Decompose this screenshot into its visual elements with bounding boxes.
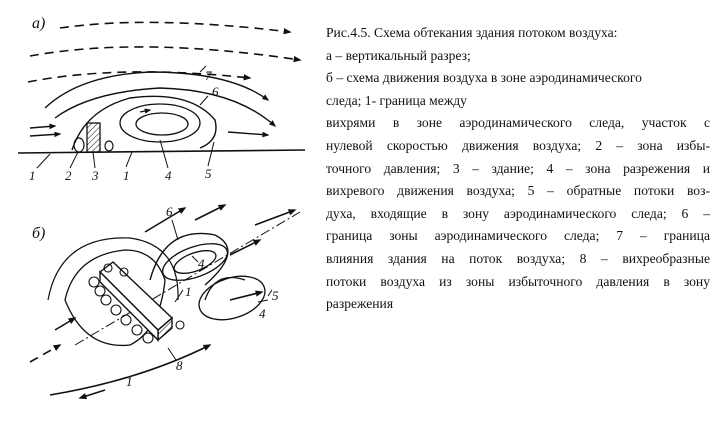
callout-a-7: 7 — [205, 68, 212, 83]
caption-line-b: б – схема движения воздуха в зоне аэродинамического — [326, 70, 642, 86]
caption-body-line: потоки воздуха из зоны избыточного давления в зону — [326, 273, 710, 289]
caption-title: Рис.4.5. Схема обтекания здания потоком воздуха: — [326, 25, 618, 40]
caption-last-line: разрежения — [326, 296, 394, 312]
figure-caption — [326, 22, 710, 316]
callout-b-1b: 1 — [126, 374, 133, 389]
callout-a-1b: 1 — [123, 168, 130, 183]
caption-line-a: а – вертикальный разрез; — [326, 47, 471, 63]
callout-b-8: 8 — [176, 358, 183, 373]
caption-body-line: духа, входящие в зону аэродинамического следа; 6 – — [326, 205, 710, 221]
wake-vortex — [120, 104, 200, 142]
callout-b-1: 1 — [185, 284, 192, 299]
caption-body-line: точного давления; 3 – здание; 4 – зона разрежения и — [326, 160, 710, 176]
panel-a-label: а) — [32, 15, 46, 32]
airflow-diagram — [0, 0, 320, 429]
callout-a-3: 3 — [92, 168, 99, 183]
building — [87, 123, 100, 152]
panel-b-label: б) — [32, 225, 46, 242]
caption-body-line: граница зоны аэродинамического следа; 7 – граница — [326, 228, 710, 244]
panel-b — [30, 204, 300, 398]
callout-b-4b: 4 — [259, 306, 266, 321]
callout-a-6: 6 — [212, 84, 219, 99]
callout-a-2: 2 — [65, 168, 72, 183]
callout-a-4: 4 — [165, 168, 172, 183]
callout-b-6: 6 — [166, 204, 173, 219]
caption-body-line: нулевой скоростью движения воздуха; 2 – зона избы- — [326, 137, 710, 153]
ground-line — [18, 150, 305, 153]
diagonal-streamlines — [30, 205, 295, 398]
caption-line-c: следа; 1- граница между — [326, 92, 467, 108]
caption-body-line: вихрями в зоне аэродинамического следа, участок с — [326, 115, 710, 131]
panel-a — [18, 15, 305, 183]
callout-a-1: 1 — [29, 168, 36, 183]
callout-b-4: 4 — [198, 256, 205, 271]
caption-body-line: влияния здания на поток воздуха; 8 – вихреобразные — [326, 250, 710, 266]
callout-a-5: 5 — [205, 166, 212, 181]
caption-body-line: вихревого движения воздуха; 5 – обратные потоки воз- — [326, 183, 710, 199]
dashed-streamlines — [28, 22, 300, 82]
callout-b-5: 5 — [272, 288, 279, 303]
